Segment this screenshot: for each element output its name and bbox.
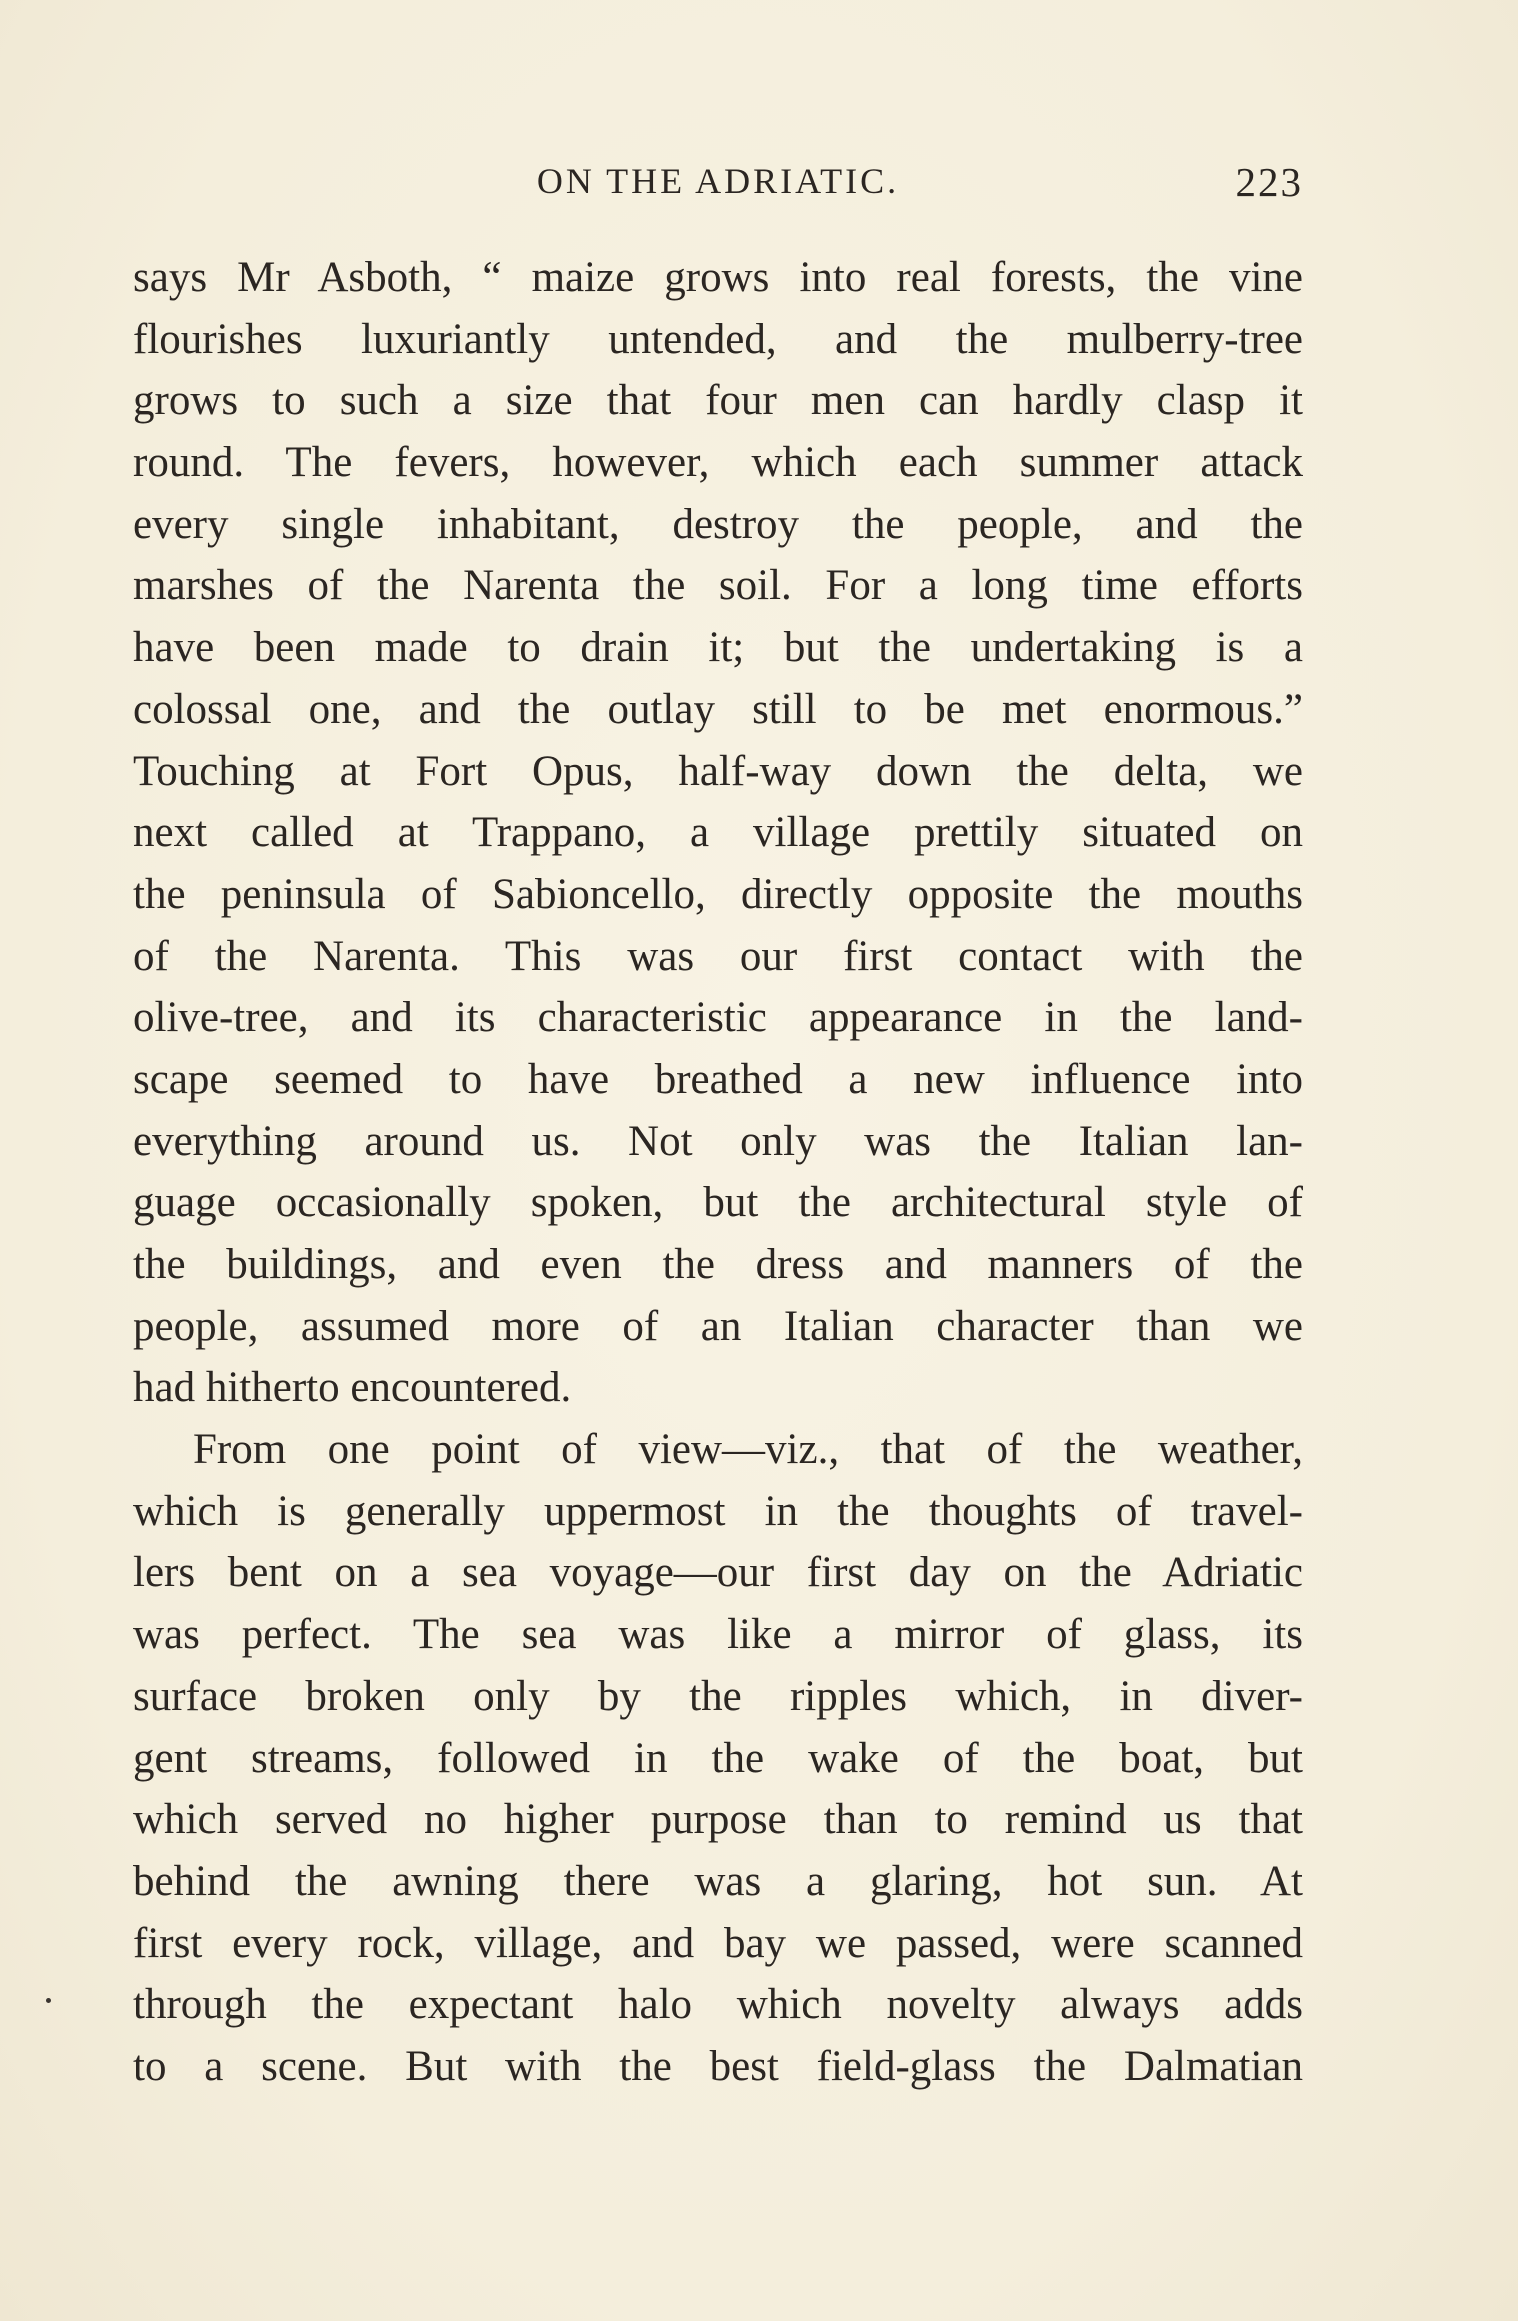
text-line: people, assumed more of an Italian character than we <box>133 1302 1303 1350</box>
text-line: every single inhabitant, destroy the people, and the <box>133 500 1303 548</box>
running-title: ON THE ADRIATIC. <box>536 161 900 201</box>
text-line: lers bent on a sea voyage—our first day on the Adriatic <box>133 1549 1303 1597</box>
text-line: guage occasionally spoken, but the architectural style of <box>133 1179 1303 1227</box>
text-line: the buildings, and even the dress and manners of the <box>133 1241 1303 1288</box>
text-line: next called at Trappano, a village prettily situated on <box>133 809 1303 857</box>
text-line: everything around us. Not only was the Italian lan- <box>133 1117 1303 1165</box>
text-line: to a scene. But with the best field-glass the Dalmatian <box>133 2042 1303 2090</box>
text-line: which served no higher purpose than to remind us that <box>133 1796 1303 1844</box>
text-line: round. The fevers, however, which each summer attack <box>133 439 1303 487</box>
text-line: first every rock, village, and bay we passed, were scanned <box>133 1919 1303 1967</box>
text-line: of the Narenta. This was our first contact with the <box>133 932 1303 980</box>
text-line: gent streams, followed in the wake of the boat, but <box>133 1734 1303 1782</box>
running-head <box>133 160 1303 210</box>
margin-ink-dot <box>46 1998 51 2003</box>
text-line: scape seemed to have breathed a new influence into <box>133 1055 1303 1103</box>
text-line: marshes of the Narenta the soil. For a long time efforts <box>133 562 1303 610</box>
text-line: had hitherto encountered. <box>133 1364 572 1412</box>
text-line: says Mr Asboth, “ maize grows into real forests, the vine <box>133 254 1303 301</box>
text-line: From one point of view—viz., that of the weather, <box>193 1426 1303 1474</box>
text-line: colossal one, and the outlay still to be met enormous.” <box>133 685 1303 733</box>
text-line: through the expectant halo which novelty always adds <box>133 1981 1303 2029</box>
text-line: flourishes luxuriantly untended, and the mulberry-tree <box>133 315 1303 363</box>
text-line: have been made to drain it; but the undertaking is a <box>133 624 1303 672</box>
text-line: olive-tree, and its characteristic appearance in the land- <box>133 994 1303 1042</box>
text-line: was perfect. The sea was like a mirror of glass, its <box>133 1611 1303 1659</box>
text-line: behind the awning there was a glaring, hot sun. At <box>133 1857 1303 1905</box>
text-line: which is generally uppermost in the thoughts of travel- <box>133 1487 1303 1535</box>
text-line: the peninsula of Sabioncello, directly opposite the mouths <box>133 870 1303 918</box>
body-text <box>133 247 1303 2098</box>
text-line: surface broken only by the ripples which, in diver- <box>133 1672 1303 1720</box>
text-line: Touching at Fort Opus, half-way down the delta, we <box>133 747 1303 795</box>
text-line: grows to such a size that four men can hardly clasp it <box>133 377 1303 425</box>
page-number: 223 <box>1235 159 1303 205</box>
